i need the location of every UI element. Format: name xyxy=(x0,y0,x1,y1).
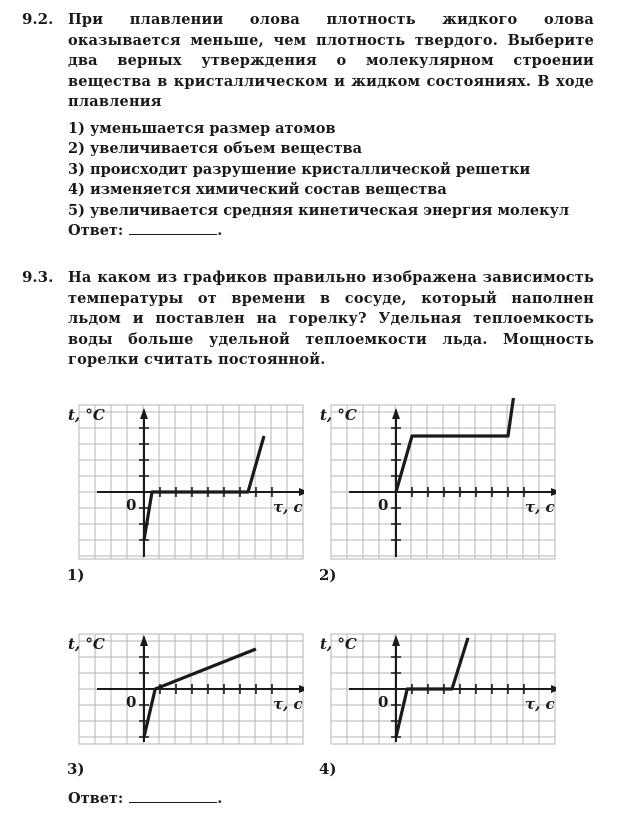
graph-label-4: 4) xyxy=(319,760,337,778)
option-4: 4) изменяется химический состав вещества xyxy=(68,181,447,198)
problem-text: На каком из графиков правильно изображена зависимость температуры от времени в сосуде, который наполнен льдом и поставлен на горелку? Удельная теплоемкость воды больше удельной теплоемкости льда. Мощность горелки считать постоянной. xyxy=(68,269,594,368)
answer-line-9-3: Ответ: . xyxy=(68,790,223,807)
problem-number: 9.3. xyxy=(22,268,54,286)
origin-label: 0 xyxy=(378,496,389,514)
axes xyxy=(349,408,556,557)
origin-label: 0 xyxy=(126,693,137,711)
problem-9-2 xyxy=(22,10,594,242)
problem-text: При плавлении олова плотность жидкого олова оказывается меньше, чем плотность твердого. Выберите два верных утверждения о молекулярном строении вещества в кристаллическом и жидком состояниях. В ходе плавления xyxy=(68,11,594,110)
x-axis-label: τ, c xyxy=(273,498,303,516)
option-3: 3) происходит разрушение кристаллической решетки xyxy=(68,160,531,178)
options-list xyxy=(68,119,594,242)
grid xyxy=(331,405,555,559)
graph-label-3: 3) xyxy=(67,760,85,778)
problem-number: 9.2. xyxy=(22,10,54,28)
answer-line: Ответ: . xyxy=(68,222,223,239)
axes xyxy=(97,408,304,557)
temperature-line xyxy=(396,638,468,737)
y-axis-label: t, °C xyxy=(320,406,357,424)
y-axis-label: t, °C xyxy=(320,635,357,653)
x-axis-label: τ, c xyxy=(273,695,303,713)
answer-blank[interactable] xyxy=(129,789,217,803)
graph-label-1: 1) xyxy=(67,566,85,584)
grid xyxy=(79,405,303,559)
graph-2 xyxy=(316,398,556,566)
answer-blank[interactable] xyxy=(129,221,217,235)
option-1: 1) уменьшается размер атомов xyxy=(68,119,336,137)
origin-label: 0 xyxy=(378,693,389,711)
y-axis-arrow xyxy=(392,408,400,419)
origin-label: 0 xyxy=(126,496,137,514)
option-5: 5) увеличивается средняя кинетическая энергия молекул xyxy=(68,201,570,219)
x-axis-label: τ, c xyxy=(525,695,555,713)
y-axis-label: t, °C xyxy=(68,635,105,653)
y-axis-arrow xyxy=(140,408,148,419)
graph-4 xyxy=(316,627,556,752)
graph-3 xyxy=(64,627,304,752)
problem-9-3 xyxy=(22,268,594,371)
x-axis-label: τ, c xyxy=(525,498,555,516)
option-2: 2) увеличивается объем вещества xyxy=(68,140,363,157)
graph-label-2: 2) xyxy=(319,566,337,584)
answer-label: Ответ: xyxy=(68,222,124,239)
answer-label: Ответ: xyxy=(68,790,124,807)
axes xyxy=(97,635,304,742)
graph-1 xyxy=(64,398,304,566)
y-axis-label: t, °C xyxy=(68,406,105,424)
